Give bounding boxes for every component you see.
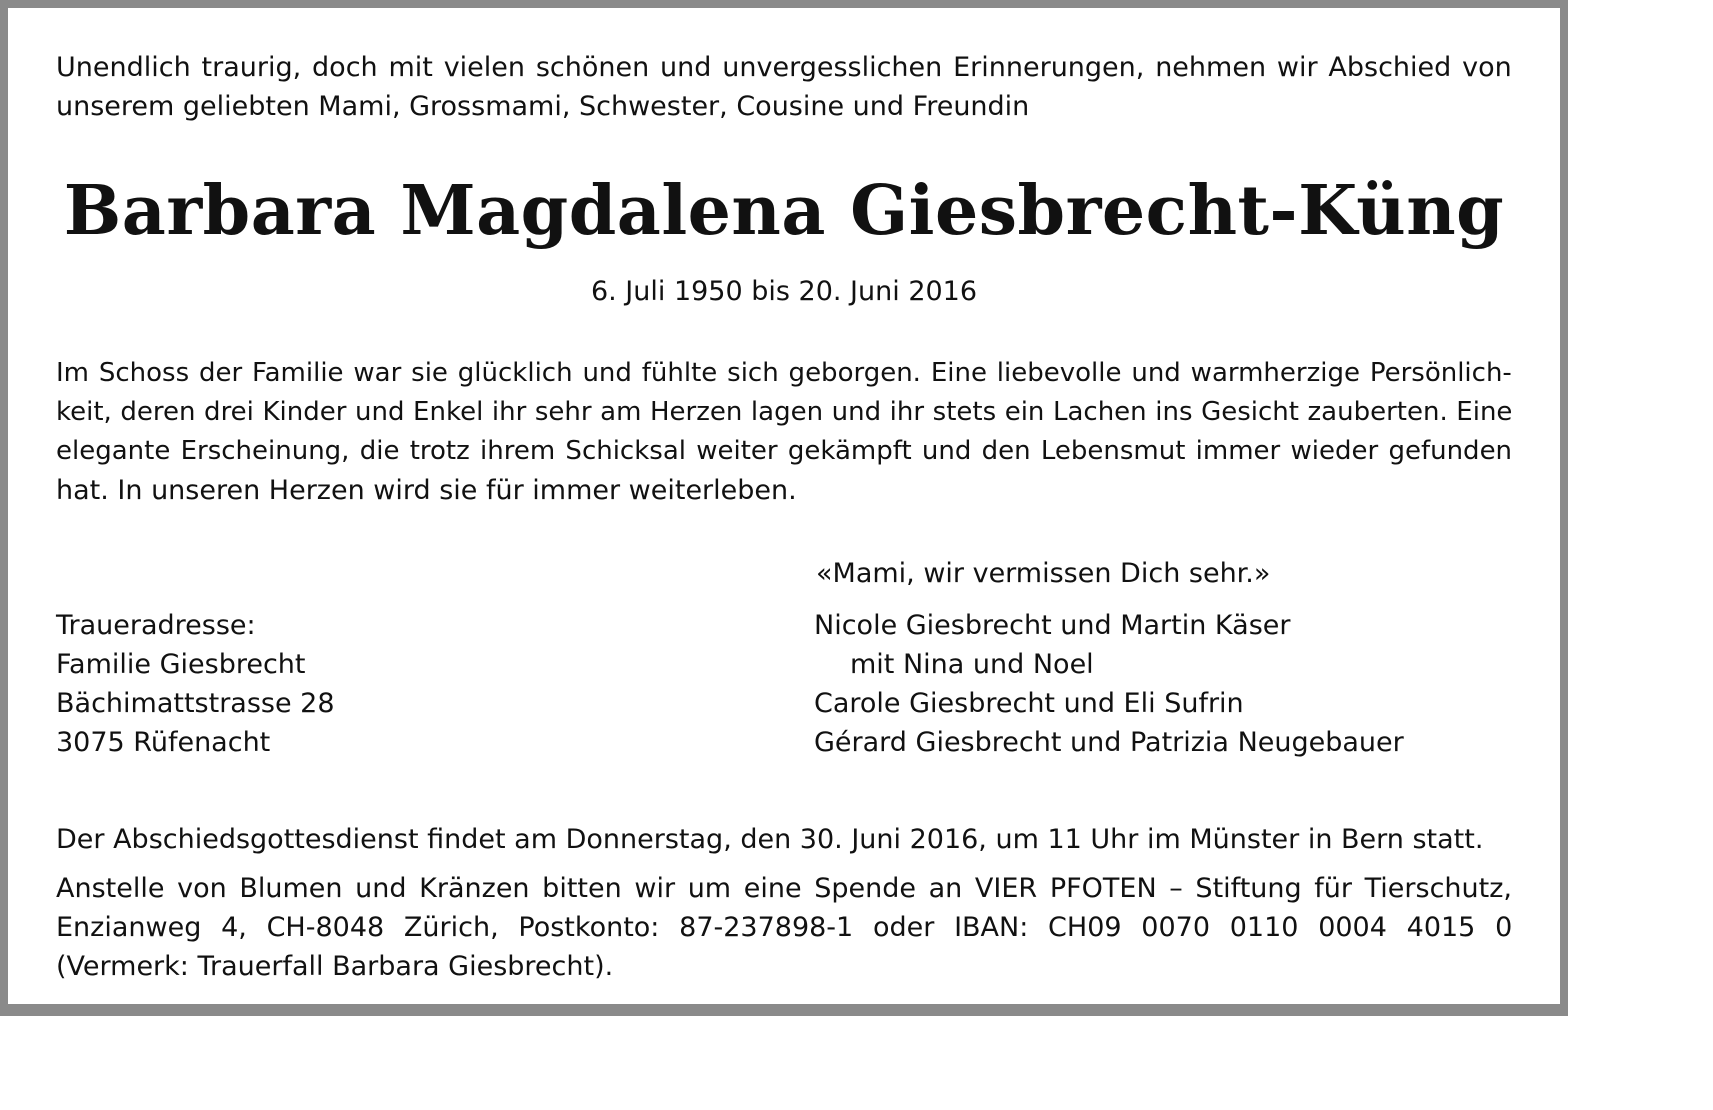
- donation-line-3: (Vermerk: Trauerfall Barbara Giesbrecht).: [56, 951, 614, 982]
- service-announcement: Der Abschiedsgottesdienst findet am Donnerstag, den 30. Juni 2016, um 11 Uhr im Münster in Bern statt.: [56, 824, 1484, 855]
- mourner-line-2: mit Nina und Noel: [850, 649, 1094, 680]
- mourners-quote: «Mami, wir vermissen Dich sehr.»: [816, 558, 1271, 589]
- address-street: Bächimattstrasse 28: [56, 688, 335, 719]
- mourning-address: [56, 606, 335, 762]
- bio-line-1: Im Schoss der Familie war sie glücklich und fühlte sich geborgen. Eine liebevolle und warmherzige Persönlich-: [56, 358, 1512, 388]
- bio-line-4: hat. In unseren Herzen wird sie für immer weiterleben.: [56, 475, 797, 506]
- address-family: Familie Giesbrecht: [56, 649, 306, 680]
- mourner-line-3: Carole Giesbrecht und Eli Sufrin: [814, 688, 1244, 719]
- life-dates: 6. Juli 1950 bis 20. Juni 2016: [590, 276, 978, 307]
- donation-request: [56, 869, 1512, 986]
- address-and-mourners: [56, 554, 1512, 794]
- biography: [56, 354, 1512, 510]
- mourners-list: [814, 554, 1404, 762]
- intro-text: [56, 48, 1512, 126]
- page-margin: [1568, 0, 1713, 1110]
- bio-line-2: keit, deren drei Kinder und Enkel ihr sehr am Herzen lagen und ihr stets ein Lachen ins Gesicht zauberten. Eine: [56, 397, 1513, 427]
- donation-line-2: Enzianweg 4, CH-8048 Zürich, Postkonto: 87-237898-1 oder IBAN: CH09 0070 0110 0004 4015 0: [56, 912, 1513, 943]
- intro-line-2: unserem geliebten Mami, Grossmami, Schwester, Cousine und Freundin: [56, 91, 1030, 122]
- intro-line-1: Unendlich traurig, doch mit vielen schönen und unvergesslichen Erinnerungen, nehmen wir Abschied von: [56, 52, 1512, 83]
- address-label: Traueradresse:: [56, 610, 256, 641]
- notice-content: [56, 48, 1512, 986]
- address-city: 3075 Rüfenacht: [56, 727, 271, 758]
- bio-line-3: elegante Erscheinung, die trotz ihrem Schicksal weiter gekämpft und den Lebensmut immer wieder gefunden: [56, 436, 1513, 466]
- donation-line-1: Anstelle von Blumen und Kränzen bitten wir um eine Spende an VIER PFOTEN – Stiftung für Tierschutz,: [56, 873, 1513, 904]
- mourner-line-1: Nicole Giesbrecht und Martin Käser: [814, 610, 1291, 641]
- deceased-name: Barbara Magdalena Giesbrecht-Küng: [63, 171, 1505, 251]
- mourner-line-4: Gérard Giesbrecht und Patrizia Neugebauer: [814, 727, 1404, 758]
